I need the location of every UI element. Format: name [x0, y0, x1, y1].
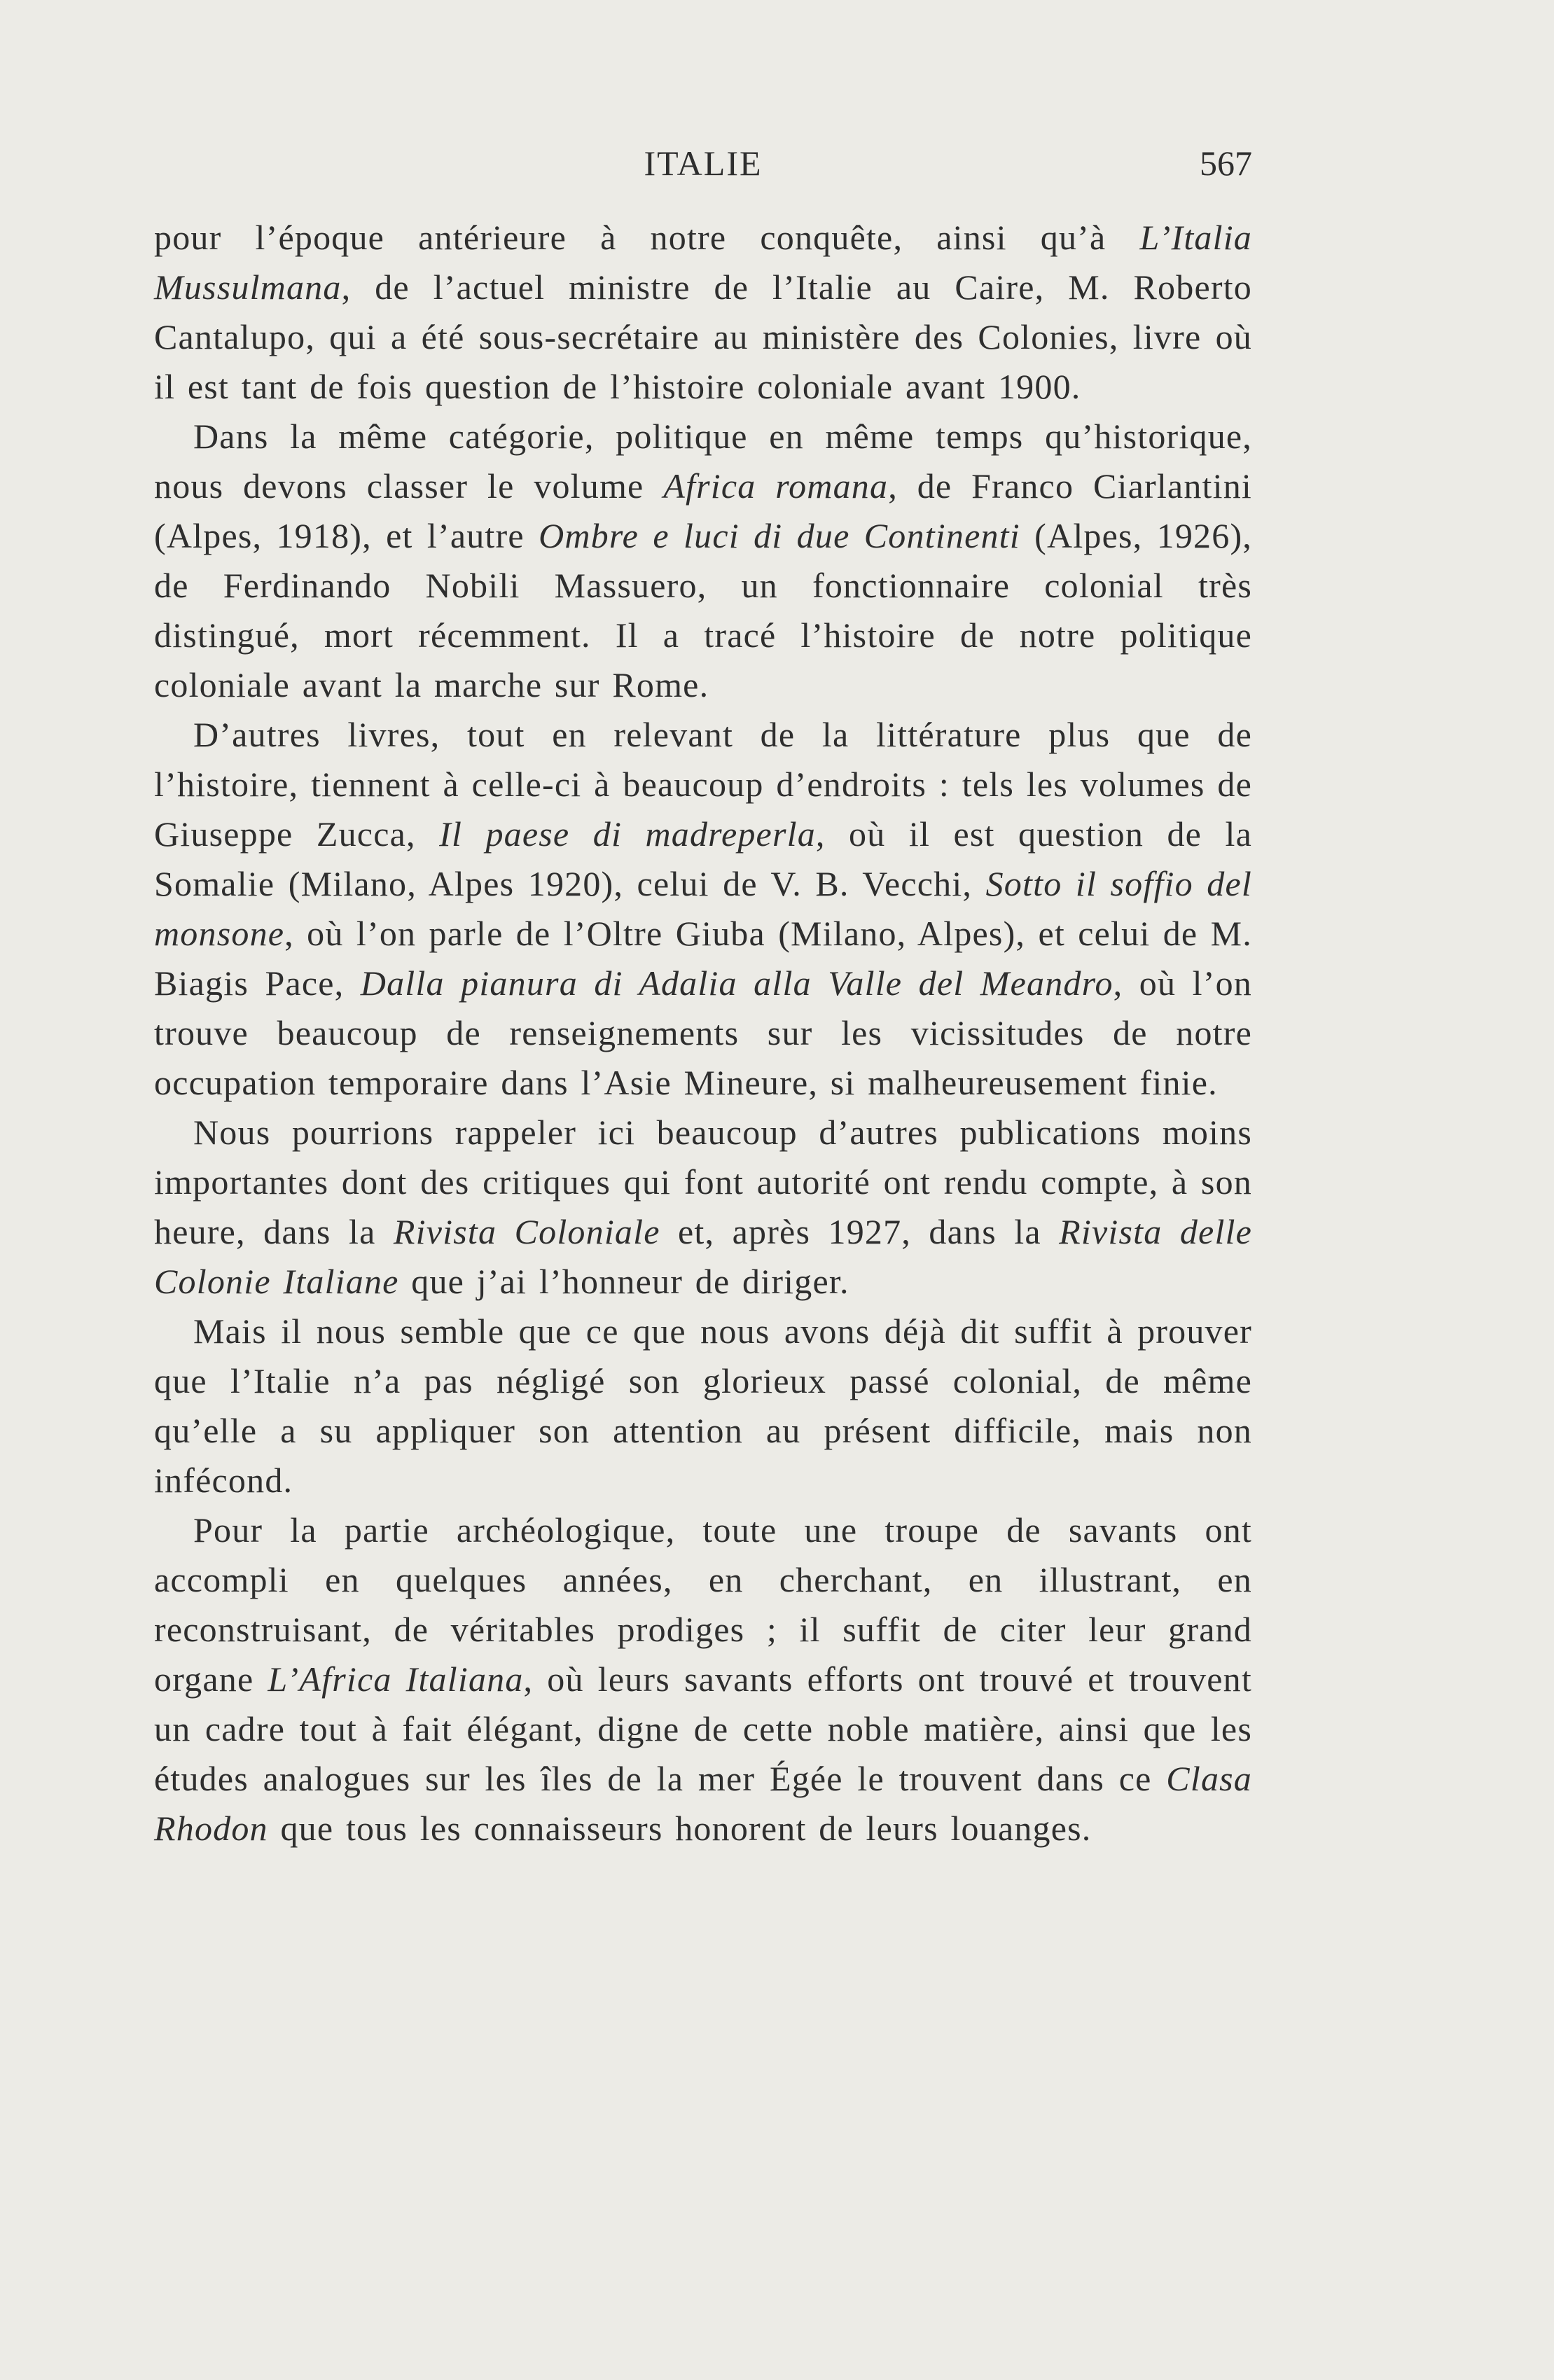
text-run: , où l’on trouve beaucoup de renseignements sur les vicissitudes de notre occupation temporaire dans l’Asie Mineure, si malheureusement finie. — [154, 963, 1252, 1102]
text-run: , de l’actuel ministre de l’Italie au Caire, M. Roberto Cantalupo, qui a été sous-secrétaire au ministère des Colonies, livre où il est tant de fois question de l’histoire coloniale avant 1900. — [154, 267, 1252, 406]
text-run: Pour la partie archéologique, toute une troupe de savants ont accompli en quelques années, en cherchant, en illustrant, en reconstruisant, de véritables prodiges ; il suffit de citer leur grand organe — [154, 1510, 1252, 1699]
page-number: 567 — [1200, 144, 1252, 183]
text-run: , où il est question de la Somalie (Milano, Alpes 1920), celui de V. B. Vecchi, — [154, 814, 1252, 903]
text-run: D’autres livres, tout en relevant de la littérature plus que de l’histoire, tiennent à celle-ci à beaucoup d’endroits : tels les volumes de Giuseppe Zucca, — [154, 715, 1252, 854]
text-run: , où leurs savants efforts ont trouvé et trouvent un cadre tout à fait élégant, digne de cette noble matière, ainsi que les études analogues sur les îles de la mer Égée le trouvent dans ce — [154, 1659, 1252, 1798]
italic-title: Il paese di madreperla — [439, 814, 816, 854]
italic-title: Rivista Coloniale — [393, 1212, 660, 1251]
italic-title: Dalla pianura di Adalia alla Valle del Meandro — [360, 963, 1114, 1003]
text-run: pour l’époque antérieure à notre conquête, ainsi qu’à — [154, 218, 1140, 257]
italic-title: L’Italia Mussulmana — [154, 218, 1252, 307]
text-run: , où l’on parle de l’Oltre Giuba (Milano, Alpes), et celui de M. Biagis Pace, — [154, 914, 1252, 1003]
italic-title: Rivista delle Colonie Italiane — [154, 1212, 1253, 1301]
paragraph — [154, 1307, 1252, 1505]
italic-title: Ombre e luci di due Continenti — [539, 516, 1020, 555]
running-title: ITALIE — [644, 144, 763, 183]
paragraph — [154, 213, 1252, 412]
text-run: Nous pourrions rappeler ici beaucoup d’autres publications moins importantes dont des critiques qui font autorité ont rendu compte, à son heure, dans la — [154, 1113, 1252, 1251]
italic-title: Clasa Rhodon — [154, 1759, 1252, 1848]
page-header — [154, 139, 1252, 188]
italic-title: Sotto il soffio del monsone — [154, 864, 1252, 953]
text-run: Mais il nous semble que ce que nous avons déjà dit suffit à prouver que l’Italie n’a pas négligé son glorieux passé colonial, de même qu’elle a su appliquer son attention au présent difficile, mais non infécond. — [154, 1311, 1252, 1500]
text-run: , de Franco Ciarlantini (Alpes, 1918), et l’autre — [154, 466, 1253, 555]
text-run: et, après 1927, dans la — [660, 1212, 1060, 1251]
italic-title: Africa romana — [663, 466, 889, 506]
italic-title: L’Africa Italiana — [268, 1659, 524, 1699]
text-run: que j’ai l’honneur de diriger. — [398, 1262, 849, 1301]
text-run: que tous les connaisseurs honorent de leurs louanges. — [268, 1809, 1092, 1848]
text-run: Dans la même catégorie, politique en même temps qu’historique, nous devons classer le volume — [154, 417, 1252, 506]
paragraph — [154, 1108, 1252, 1307]
text-run: (Alpes, 1926), de Ferdinando Nobili Massuero, un fonctionnaire colonial très distingué, mort récemment. Il a tracé l’histoire de notre politique coloniale avant la marche sur Rome. — [154, 516, 1252, 704]
paragraph — [154, 1505, 1252, 1853]
paragraph — [154, 710, 1252, 1108]
body-text — [154, 213, 1252, 1853]
paragraph — [154, 412, 1252, 710]
